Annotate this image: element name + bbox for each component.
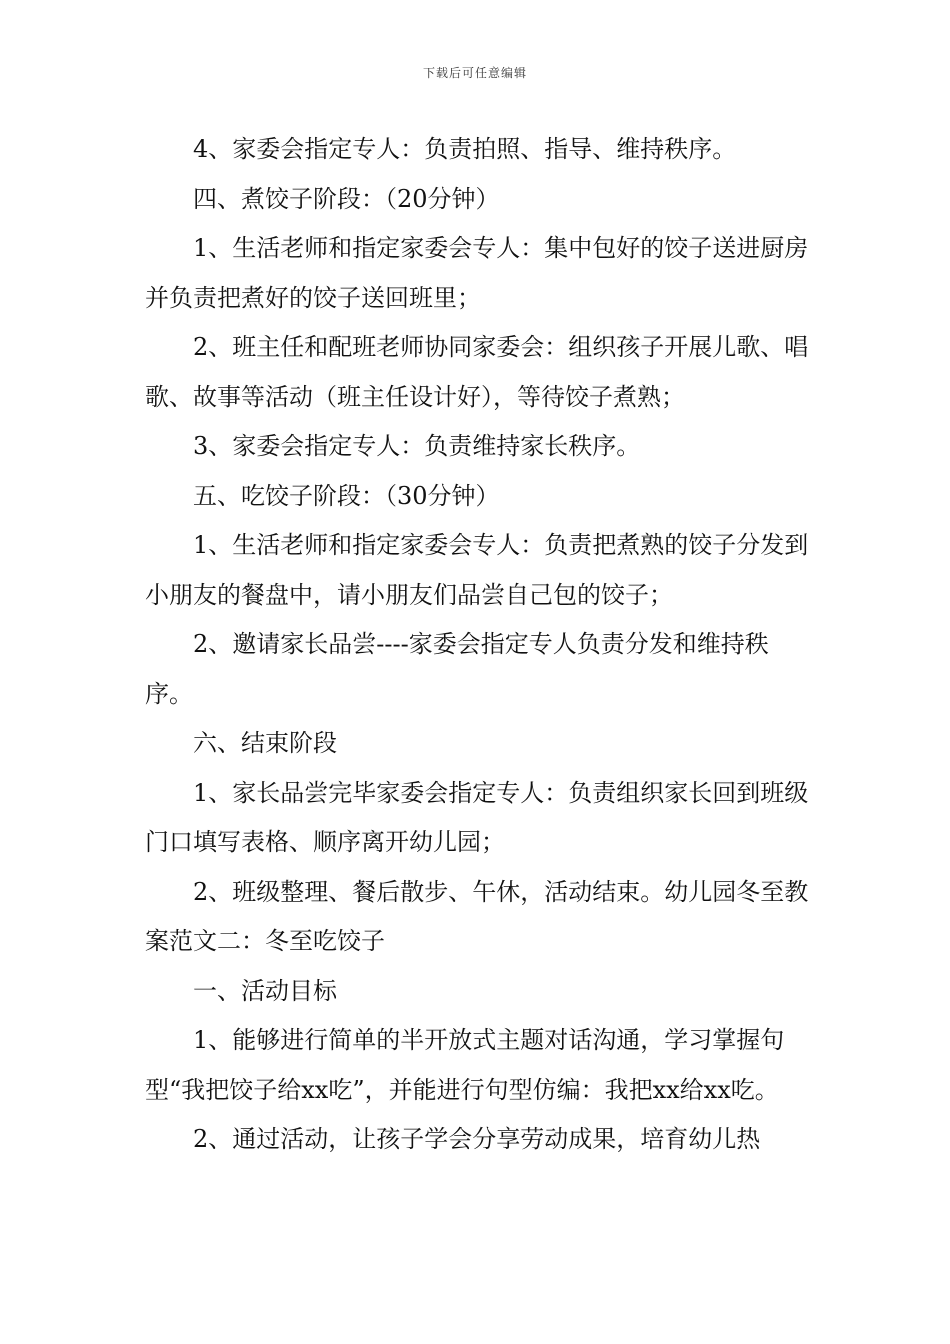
paragraph: 4、家委会指定专人：负责拍照、指导、维持秩序。 [193,135,737,163]
paragraph: 1、生活老师和指定家委会专人：集中包好的饺子送进厨房并负责把煮好的饺子送回班里； [145,234,809,312]
paragraph: 2、邀请家长品尝----家委会指定专人负责分发和维持秩序。 [145,630,769,708]
page-header-note: 下载后可任意编辑 [422,66,527,80]
paragraph: 2、班级整理、餐后散步、午休，活动结束。幼儿园冬至教案范文二：冬至吃饺子 [145,877,809,955]
section-heading: 四、煮饺子阶段：（20分钟） [193,184,500,213]
document-body [145,125,810,1165]
paragraph: 2、班主任和配班老师协同家委会：组织孩子开展儿歌、唱歌、故事等活动（班主任设计好），等待饺子煮熟； [145,333,809,411]
section-heading: 六、结束阶段 [193,729,337,757]
paragraph: 1、能够进行简单的半开放式主题对话沟通，学习掌握句型“我把饺子给xx吃”，并能进行句型仿编：我把xx给xx吃。 [145,1026,785,1104]
paragraph: 1、生活老师和指定家委会专人：负责把煮熟的饺子分发到小朋友的餐盘中，请小朋友们品尝自己包的饺子； [145,531,809,609]
paragraph: 2、通过活动，让孩子学会分享劳动成果，培育幼儿热 [193,1125,761,1153]
section-heading: 五、吃饺子阶段：（30分钟） [193,481,500,510]
paragraph: 3、家委会指定专人：负责维持家长秩序。 [193,432,641,460]
section-heading: 一、活动目标 [193,976,337,1005]
paragraph: 1、家长品尝完毕家委会指定专人：负责组织家长回到班级门口填写表格、顺序离开幼儿园； [145,778,809,856]
